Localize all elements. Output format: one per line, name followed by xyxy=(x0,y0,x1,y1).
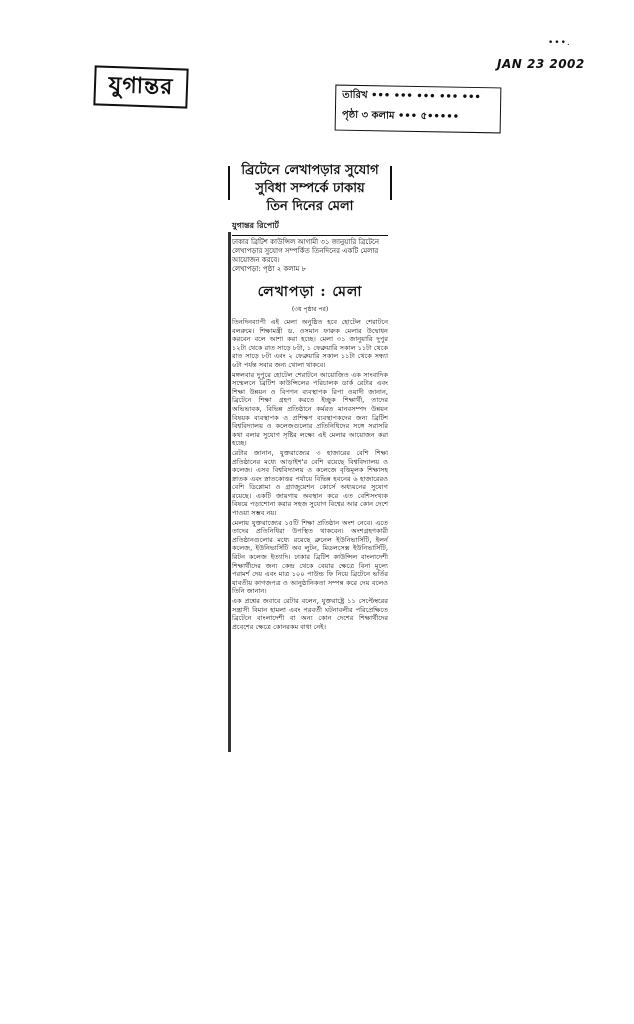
stamp-dots: •••. xyxy=(548,38,571,48)
continuation-reference: লেখাপড়া: পৃষ্ঠা ২ কলাম ৮ xyxy=(232,265,307,273)
body-paragraph: তিনদিনব্যাপী এই মেলা অনুষ্ঠিত হবে হোটেল শেরাটনে বলরুমে। শিক্ষামন্ত্রী ড. ওসমান ফারুক মেলার উদ্বোধন করবেন বলে আশা করা হচ্ছে। মেলা ৩১ জানুয়ারি দুপুর ১২টা থেকে রাত সাড়ে ৮টা, ১ ফেব্রুয়ারি সকাল ১১টা থেকে রাত সাড়ে ৮টা এবং ২ ফেব্রুয়ারি সকাল ১১টা থেকে সন্ধ্যা ৬টা পর্যন্ত সবার জন্য খোলা থাকবে। xyxy=(232,318,388,369)
headline-block xyxy=(232,162,388,216)
byline: যুগান্তর রিপোর্ট xyxy=(232,221,279,230)
body-paragraph: মেলায় যুক্তরাজ্যের ১৫টি শিক্ষা প্রতিষ্ঠান অংশ নেবে। এতে তাদের প্রতিনিধিরা উপস্থিত থাকবেন। অংশগ্রহণকারী প্রতিষ্ঠানগুলোর মধ্যে রয়েছে ব্রুনেল ইউনিভার্সিটি, ইলর্ন কলেজ, ইউনিভার্সিটি অব লুটন, মিডলসেক্স ইউনিভার্সিটি, রিটন কলেজ ইত্যাদি। ঢাকার ব্রিটিশ কাউন্সিল বাংলাদেশী শিক্ষার্থীদের জন্য কেন্দ্র থেকে বেয়ার ক্ষেত্রে বিনা মূল্যে পরামর্শ দেয় এবং মাত্র ১০০ পাউন্ড ফি নিয়ে ব্রিটেনে ভর্তির যাবতীয় কাগজপত্র ও আনুষ্ঠানিকতা সম্পন্ন করে দেয় বলেও তিনি জানান। xyxy=(232,518,388,596)
intro-paragraph: ঢাকার ব্রিটিশ কাউন্সিল আগামী ৩১ জানুয়ারি ব্রিটেনে লেখাপড়ার সুযোগ সম্পর্কিত তিনদিনের একটি মেলার আয়োজন করবে। xyxy=(232,238,380,264)
headline-line-1: ব্রিটেনে লেখাপড়ার সুযোগ xyxy=(241,163,379,178)
continuation-note: (৩য় পৃষ্ঠার পর) xyxy=(291,306,329,313)
reference-date-line: তারিখ ••• ••• ••• ••• ••• xyxy=(342,89,481,104)
headline-line-3: তিন দিনের মেলা xyxy=(266,199,354,214)
date-stamp: JAN 23 2002 xyxy=(497,57,585,71)
article-body xyxy=(232,318,388,631)
headline-left-bar xyxy=(228,166,230,200)
newspaper-logo-stamp xyxy=(93,65,188,108)
headline-line-2: সুবিধা সম্পর্কে ঢাকায় xyxy=(255,181,365,196)
headline-right-bar xyxy=(390,166,392,200)
body-paragraph: এক প্রশ্নের জবাবে রেটার বলেন, যুক্তরাষ্ট্রে ১১ সেপ্টেম্বরের সন্ত্রাসী বিমান হামলা এবং পরবর্তী ঘটনাবলীর পরিপ্রেক্ষিতে ব্রিটেনে বাংলাদেশী বা অন্য কোন দেশের শিক্ষার্থীদের প্রবেশের ক্ষেত্রে কোনরকম বাধা নেই। xyxy=(232,597,388,631)
continuation-heading: লেখাপড়া : মেলা xyxy=(257,284,363,300)
divider xyxy=(232,235,388,236)
newspaper-logo-text: যুগান্তর xyxy=(108,71,174,100)
body-paragraph: মঙ্গলবার দুপুরে হোটেল শেরাটনে আয়োজিত এক সাংবাদিক সম্মেলনে ব্রিটিশ কাউন্সিলের পরিচালক ডার্ক রেটার এবং শিক্ষা উন্নয়ন ও বিপণন ব্যবস্থাপক রিপা ওয়াদী জানান, ব্রিটেনে শিক্ষা গ্রহণ করতে ইচ্ছুক শিক্ষার্থী, তাদের অভিভাবক, বিভিন্ন প্রতিষ্ঠানে কর্মরত মানবসম্পদ উন্নয়ন বিষয়ক ব্যবস্থাপক ও প্রশিক্ষণ ব্যবস্থাপকদের জন্য ব্রিটিশ বিশ্ববিদ্যালয় ও কলেজগুলোর প্রতিনিধিদের সঙ্গে সরাসরি কথা বলার সুযোগ সৃষ্টির লক্ষ্যে এই মেলার আয়োজন করা হচ্ছে। xyxy=(232,370,388,448)
news-clipping xyxy=(232,162,388,632)
body-paragraph: রেটার জানান, যুক্তরাজ্যের ৩ হাজারের বেশি শিক্ষা প্রতিষ্ঠানের মধ্যে আড়াইশ'র বেশি রয়েছে বিশ্ববিদ্যালয় ও কলেজ। এসব বিশ্ববিদ্যালয় ও কলেজে বৃত্তিমূলক শিক্ষাসহ স্নাতক এবং স্নাতকোত্তর পর্যায়ে বিভিন্ন হবনের ৬ হাজারেরও বেশি ডিপ্লোমা ও গ্র্যাজুয়েশন কোর্সে অধ্যয়নের সুযোগ রয়েছে। একটি জায়গায় অবস্থান করে এত বেশিসংখ্যক বিষয়ে পড়াশোনা করার সহজ সুযোগ বিশ্বের আর কোন দেশে পাওয়া সম্ভব নয়। xyxy=(232,448,388,518)
reference-stamp-box xyxy=(335,85,502,134)
reference-page-line: পৃষ্ঠা ৩ কলাম ••• ৫••••• xyxy=(341,109,460,123)
clipping-edge-shadow xyxy=(228,232,231,752)
